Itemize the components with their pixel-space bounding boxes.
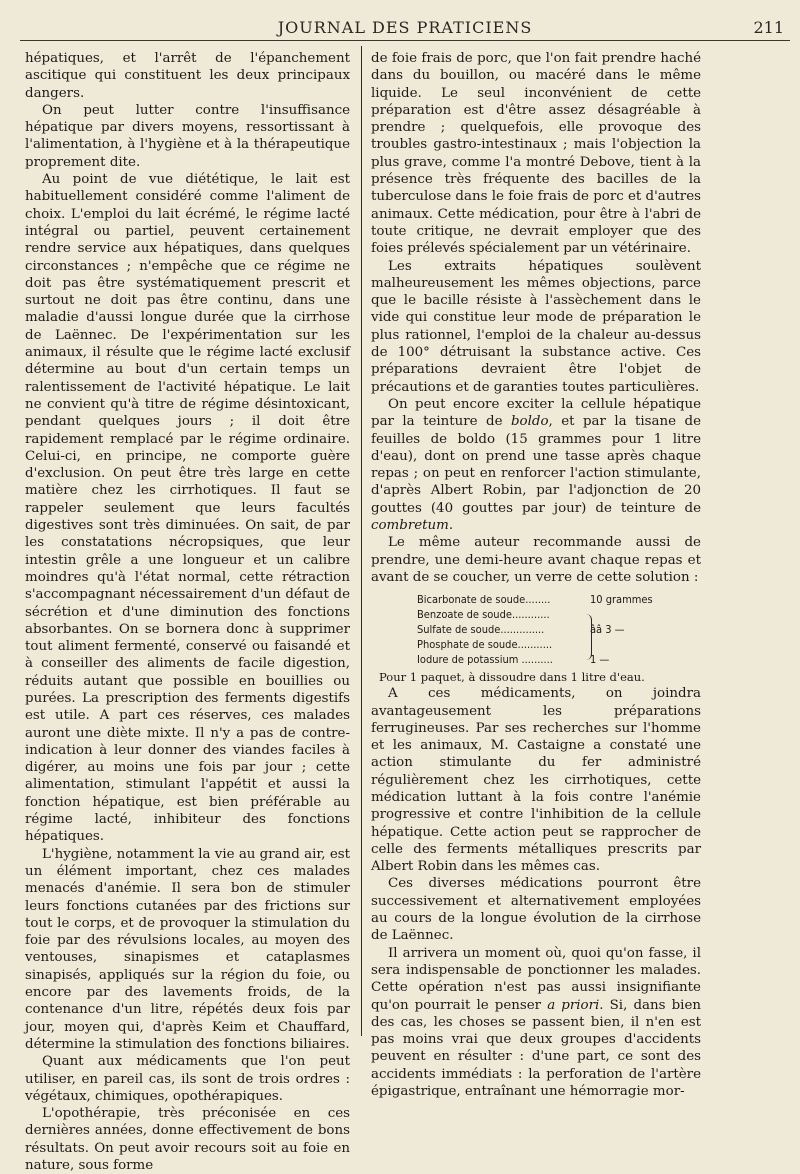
formula-row <box>417 637 687 652</box>
paragraph <box>371 396 701 534</box>
column-divider <box>361 46 362 1036</box>
italic-term: combretum <box>371 518 449 534</box>
text-run: , et par la tisane de feuilles de boldo (15 grammes pour 1 litre d'eau), dont on prend une tasse après chaque repas ; on peut en renforcer l'action stimulante, d'après Albert Robin, par l'adjonction de 20 gouttes (40 gouttes par jour) de teinture de <box>371 414 701 516</box>
paragraph: L'hygiène, notamment la vie au grand air, est un élément important, chez ces malades menacés d'anémie. Il sera bon de stimuler leurs fonctions cutanées par des frictions sur tout le corps, et de provoquer la stimulation du foie par des révulsions locales, au moyen des ventouses, sinapismes et cataplasmes sinapisés, appliqués sur la région du foie, ou encore par des lavements froids, de la contenance d'un litre, répétés deux fois par jour, moyen qui, d'après Keim et Chauffard, détermine la stimulation des fonctions biliaires. <box>25 846 350 1052</box>
text-run: . Si, dans bien des cas, les choses se passent bien, il n'en est pas moins vrai que deux groupes d'accidents peuvent en résulter : d'une part, ce sont des accidents immédiats : la perforation de l'artère épigastrique, entraînant une hémorragie mor- <box>371 997 701 1100</box>
formula-row <box>417 652 687 667</box>
formula-row <box>417 622 687 637</box>
paragraph: Les extraits hépatiques soulèvent malheureusement les mêmes objections, parce que le bacille résiste à l'assèchement dans le vide qui constitue leur mode de préparation le plus rationnel, l'emploi de la chaleur au-dessus de 100° détruisant la substance active. Ces préparations devraient être l'objet de précautions et de garanties toutes particulières. <box>371 258 701 395</box>
prescription-formula <box>417 592 687 667</box>
running-head <box>20 14 790 41</box>
formula-row <box>417 607 687 622</box>
grouping-brace <box>585 614 592 660</box>
formula-row <box>417 592 687 607</box>
paragraph: hépatiques, et l'arrêt de l'épanchement ascitique qui constituent les deux principaux dangers. <box>25 51 350 101</box>
paragraph: Quant aux médicaments que l'on peut utiliser, en pareil cas, ils sont de trois ordres : végétaux, chimiques, opothérapiques. <box>25 1054 350 1104</box>
right-column <box>371 50 701 1100</box>
paragraph: On peut lutter contre l'insuffisance hépatique par divers moyens, ressortissant à l'alimentation, à l'hygiène et à la thérapeutique proprement dite. <box>25 102 350 170</box>
paragraph: Le même auteur recommande aussi de prendre, une demi-heure avant chaque repas et avant de se coucher, un verre de cette solution : <box>371 535 701 585</box>
italic-term: boldo <box>510 414 549 430</box>
ingredient-quantity: ââ 3 — <box>589 623 625 637</box>
ingredient-name: Sulfate de soude.............. <box>417 623 545 637</box>
ingredient-quantity: 1 — <box>589 653 610 667</box>
ingredient-name: Iodure de potassium .......... <box>417 653 553 667</box>
text-run: Il arrivera un moment où, quoi qu'on fasse, il sera indispensable de ponctionner les malades. Cette opération n'est pas aussi insignifiante qu'on pourrait le penser <box>371 945 701 1013</box>
page-number: 211 <box>753 18 784 37</box>
ingredient-name: Bicarbonate de soude........ <box>417 593 551 607</box>
paragraph: de foie frais de porc, que l'on fait prendre haché dans du bouillon, ou macéré dans le même liquide. Le seul inconvénient de cette préparation est d'être assez désagréable à prendre ; quelquefois, elle provoque des troubles gastro-intestinaux ; mais l'objection la plus grave, comme l'a montré Debove, tient à la présence très fréquente des bacilles de la tuberculose dans le foie frais de porc et d'autres animaux. Cette médication, pour être à l'abri de toute critique, ne devrait employer que des foies prélevés spécialement par un vétérinaire. <box>371 51 701 257</box>
paragraph <box>371 945 701 1101</box>
journal-title: JOURNAL DES PRATICIENS <box>277 18 533 37</box>
text-run: . <box>448 518 454 534</box>
paragraph: A ces médicaments, on joindra avantageusement les préparations ferrugineuses. Par ses recherches sur l'homme et les animaux, M. Castaigne a constaté une action stimulante du fer administré régulièrement chez les cirrhotiques, cette médication luttant à la fois contre l'anémie progressive et contre l'inhibition de la cellule hépatique. Cette action peut se rapprocher de celle des ferments métalliques prescrits par Albert Robin dans les mêmes cas. <box>371 686 701 875</box>
formula-note: Pour 1 paquet, à dissoudre dans 1 litre d'eau. <box>379 670 645 685</box>
paragraph: L'opothérapie, très préconisée en ces dernières années, donne effectivement de bons résultats. On peut avoir recours soit au foie en nature, sous forme <box>25 1106 350 1173</box>
ingredient-name: Phosphate de soude........... <box>417 638 553 652</box>
paragraph: Ces diverses médications pourront être successivement et alternativement employées au cours de la longue évolution de la cirrhose de Laënnec. <box>371 876 701 944</box>
paragraph: Au point de vue diététique, le lait est habituellement considéré comme l'aliment de choix. L'emploi du lait écrémé, le régime lacté intégral ou partiel, peuvent certainement rendre service aux hépatiques, dans quelques circonstances ; n'empêche que ce régime ne doit pas être systématiquement prescrit et surtout ne doit pas être continu, dans une maladie d'aussi longue durée que la cirrhose de Laënnec. De l'expérimentation sur les animaux, il résulte que le régime lacté exclusif détermine au bout d'un certain temps un ralentissement de l'activité hépatique. Le lait ne convient qu'à titre de régime désintoxicant, pendant quelques jours ; il doit être rapidement remplacé par le régime ordinaire. Celui-ci, en principe, ne comporte guère d'exclusion. On peut être très large en cette matière chez les cirrhotiques. Il faut se rappeler seulement que leurs facultés digestives sont très diminuées. On sait, de par les constatations nécropsiques, que leur intestin grêle a une longueur et un calibre moindres qu'à l'état normal, cette rétraction s'accompagnant nécessairement d'un défaut de sécrétion et d'une diminution des fonctions absorbantes. On se bornera donc à supprimer tout aliment fermenté, conservé ou faisandé et à conseiller des aliments de facile digestion, réduits autant que possible en bouillies ou purées. La prescription des ferments digestifs est utile. A part ces réserves, ces malades auront une diète mixte. Il n'y a pas de contre-indication à leur donner des viandes faciles à digérer, au moins une fois par jour ; cette alimentation, stimulant l'appétit et aussi la fonction hépatique, est bien préférable au régime lacté, inhibiteur des fonctions hépatiques. <box>25 172 350 845</box>
ingredient-name: Benzoate de soude............ <box>417 608 550 622</box>
ingredient-quantity: 10 grammes <box>589 593 653 607</box>
italic-term: a priori <box>547 997 600 1013</box>
text-run: On peut encore exciter la cellule hépatique par la teinture de <box>371 396 701 430</box>
left-column <box>25 50 350 1174</box>
